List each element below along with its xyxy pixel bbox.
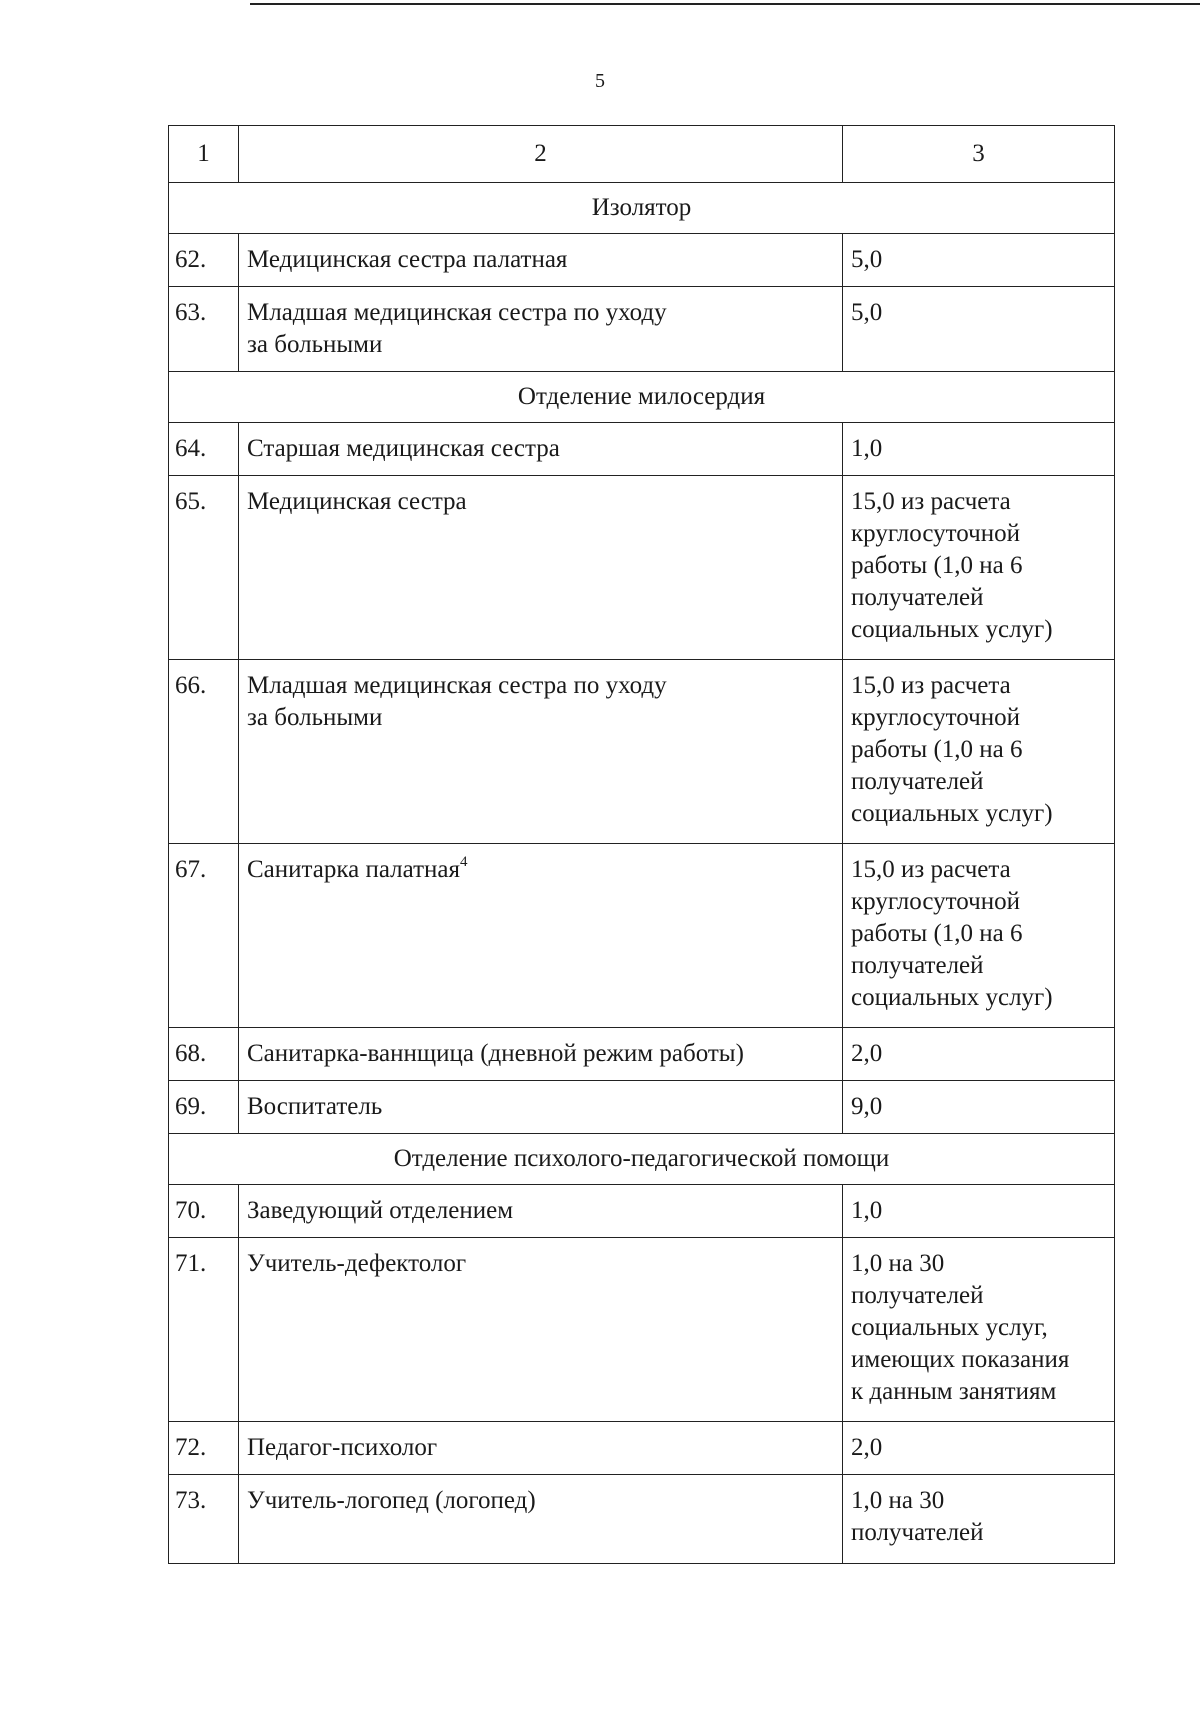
position-name-line: Санитарка-ваннщица (дневной режим работы) — [247, 1040, 744, 1067]
quantity-line: круглосуточной — [851, 704, 1020, 731]
quantity-line: 5,0 — [851, 299, 883, 326]
quantity-line: 2,0 — [851, 1434, 883, 1461]
position-name-line — [247, 854, 836, 886]
quantity-line: 1,0 на 30 — [851, 1250, 945, 1277]
quantity-line: получателей — [851, 768, 984, 795]
position-quantity — [843, 660, 1115, 844]
row-number: 64. — [169, 423, 239, 476]
section-title: Изолятор — [169, 183, 1115, 234]
position-name — [239, 287, 843, 372]
position-name — [239, 660, 843, 844]
position-quantity — [843, 1475, 1115, 1564]
row-number: 65. — [169, 476, 239, 660]
position-name — [239, 1238, 843, 1422]
row-number: 66. — [169, 660, 239, 844]
quantity-line: 1,0 — [851, 1197, 883, 1224]
table-row — [169, 1185, 1115, 1238]
table-row — [169, 1081, 1115, 1134]
quantity-line: круглосуточной — [851, 520, 1020, 547]
quantity-line: получателей — [851, 1282, 984, 1309]
row-number: 69. — [169, 1081, 239, 1134]
quantity-line: 1,0 — [851, 435, 883, 462]
position-quantity — [843, 1185, 1115, 1238]
quantity-line: социальных услуг) — [851, 984, 1053, 1011]
table-row — [169, 234, 1115, 287]
footnote-marker: 4 — [460, 853, 468, 870]
position-name — [239, 234, 843, 287]
table-row — [169, 423, 1115, 476]
quantity-line: 15,0 из расчета — [851, 488, 1011, 515]
position-name-line: Старшая медицинская сестра — [247, 435, 560, 462]
table-row — [169, 660, 1115, 844]
section-title: Отделение психолого-педагогической помощи — [169, 1134, 1115, 1185]
table-row — [169, 287, 1115, 372]
position-name-line: Учитель-логопед (логопед) — [247, 1487, 536, 1514]
row-number: 70. — [169, 1185, 239, 1238]
position-name-line: Медицинская сестра — [247, 488, 467, 515]
section-title: Отделение милосердия — [169, 372, 1115, 423]
position-name-line: Младшая медицинская сестра по уходу — [247, 299, 667, 326]
position-name-line: Воспитатель — [247, 1093, 383, 1120]
table-row — [169, 844, 1115, 1028]
page-number: 5 — [595, 70, 605, 92]
position-name — [239, 844, 843, 1028]
position-name — [239, 1028, 843, 1081]
quantity-line: к данным занятиям — [851, 1378, 1057, 1405]
quantity-line: получателей — [851, 584, 984, 611]
quantity-line: социальных услуг, — [851, 1314, 1048, 1341]
table-row — [169, 1238, 1115, 1422]
position-name — [239, 1081, 843, 1134]
row-number: 67. — [169, 844, 239, 1028]
quantity-line: работы (1,0 на 6 — [851, 552, 1023, 579]
quantity-line: 15,0 из расчета — [851, 672, 1011, 699]
quantity-line: получателей — [851, 952, 984, 979]
position-quantity — [843, 476, 1115, 660]
row-number: 73. — [169, 1475, 239, 1564]
position-name — [239, 476, 843, 660]
position-name-text: Санитарка палатная — [247, 856, 460, 883]
quantity-line: получателей — [851, 1519, 984, 1546]
staffing-table — [168, 125, 1115, 1564]
quantity-line: социальных услуг) — [851, 800, 1053, 827]
table-row — [169, 476, 1115, 660]
position-name — [239, 1185, 843, 1238]
table-row — [169, 1475, 1115, 1564]
position-quantity — [843, 844, 1115, 1028]
position-name-line: Заведующий отделением — [247, 1197, 514, 1224]
position-name-line: за больными — [247, 331, 383, 358]
position-quantity — [843, 1081, 1115, 1134]
quantity-line: 5,0 — [851, 246, 883, 273]
position-quantity — [843, 423, 1115, 476]
section-row-isolator — [169, 183, 1115, 234]
position-name-line: Педагог-психолог — [247, 1434, 438, 1461]
row-number: 71. — [169, 1238, 239, 1422]
position-name — [239, 1422, 843, 1475]
position-quantity — [843, 234, 1115, 287]
column-number-header: 1 — [169, 126, 239, 183]
position-name-line: Учитель-дефектолог — [247, 1250, 467, 1277]
quantity-line: 1,0 на 30 — [851, 1487, 945, 1514]
quantity-line: 2,0 — [851, 1040, 883, 1067]
quantity-line: работы (1,0 на 6 — [851, 736, 1023, 763]
position-name-line: Младшая медицинская сестра по уходу — [247, 672, 667, 699]
quantity-line: круглосуточной — [851, 888, 1020, 915]
quantity-line: социальных услуг) — [851, 616, 1053, 643]
table-row — [169, 1422, 1115, 1475]
quantity-line: имеющих показания — [851, 1346, 1070, 1373]
row-number: 72. — [169, 1422, 239, 1475]
quantity-line: работы (1,0 на 6 — [851, 920, 1023, 947]
position-quantity — [843, 1238, 1115, 1422]
column-position-header: 2 — [239, 126, 843, 183]
column-quantity-header: 3 — [843, 126, 1115, 183]
position-name — [239, 1475, 843, 1564]
quantity-line: 9,0 — [851, 1093, 883, 1120]
position-quantity — [843, 1028, 1115, 1081]
row-number: 62. — [169, 234, 239, 287]
section-row-psych-pedagogical — [169, 1134, 1115, 1185]
quantity-line: 15,0 из расчета — [851, 856, 1011, 883]
top-rule — [250, 3, 1200, 5]
position-name-line: Медицинская сестра палатная — [247, 246, 568, 273]
row-number: 68. — [169, 1028, 239, 1081]
position-quantity — [843, 287, 1115, 372]
position-name-line: за больными — [247, 704, 383, 731]
table-row — [169, 1028, 1115, 1081]
position-name — [239, 423, 843, 476]
section-row-mercy-department — [169, 372, 1115, 423]
table-header-row — [169, 126, 1115, 183]
position-quantity — [843, 1422, 1115, 1475]
row-number: 63. — [169, 287, 239, 372]
